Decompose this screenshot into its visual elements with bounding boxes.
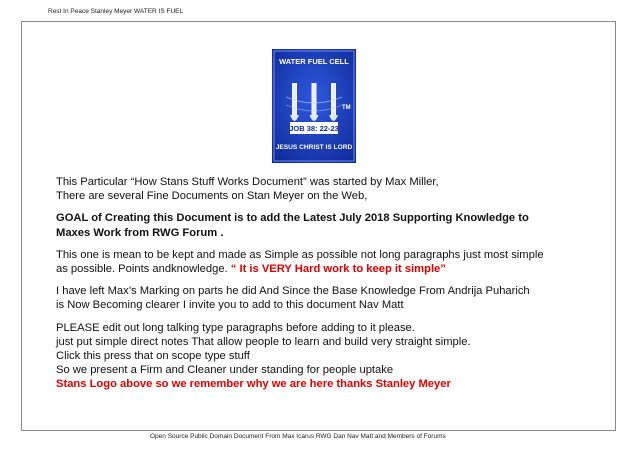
simple-paragraph (56, 248, 596, 276)
simple-line-text: as possible. Points andknowledge. (56, 263, 231, 276)
simple-line: This one is mean to be kept and made as Simple as possible not long paragraphs just most simple (56, 248, 544, 261)
document-body (56, 175, 596, 392)
marking-line: I have left Max’s Marking on parts he did And Since the Base Knowledge From Andrija Puharich (56, 285, 530, 298)
page-footer: Open Source Public Domain Document From Max Icarus RWG Dan Nav Matt and Members of Forums (150, 433, 446, 440)
logo-verse: JOB 38: 22-23 (289, 124, 339, 133)
please-line: So we present a Firm and Cleaner under standing for people uptake (56, 364, 394, 377)
cell-tubes-icon (286, 83, 342, 121)
please-paragraph (56, 321, 596, 392)
intro-line: This Particular “How Stans Stuff Works Document” was started by Max Miller, (56, 176, 439, 188)
intro-line: There are several Fine Documents on Stan Meyer on the Web, (56, 190, 368, 203)
page-header: Rest In Peace Stanley Meyer WATER IS FUEL (48, 8, 184, 15)
logo-top-text: WATER FUEL CELL (279, 57, 349, 66)
logo-bottom-text: JESUS CHRIST IS LORD (275, 144, 353, 151)
marking-paragraph (56, 284, 596, 312)
water-fuel-cell-logo (272, 49, 356, 163)
please-line: Click this press that on scope type stuff (56, 350, 250, 363)
closing-line: Stans Logo above so we remember why we are here thanks Stanley Meyer (56, 378, 451, 391)
goal-line: GOAL of Creating this Document is to add the Latest July 2018 Supporting Knowledge to (56, 212, 529, 225)
simple-quote: “ It is VERY Hard work to keep it simple” (230, 263, 446, 276)
simple-line-2 (56, 262, 596, 276)
goal-paragraph (56, 211, 596, 239)
please-line: just put simple direct notes That allow people to learn and build very straight simple. (56, 335, 471, 348)
marking-line: is Now Becoming clearer I invite you to add to this document Nav Matt (56, 299, 404, 312)
logo-tm-mark: TM (342, 105, 351, 111)
goal-line: Maxes Work from RWG Forum . (56, 226, 224, 239)
please-line: PLEASE edit out long talking type paragraphs before adding to it please. (56, 321, 415, 334)
intro-paragraph (56, 175, 596, 203)
